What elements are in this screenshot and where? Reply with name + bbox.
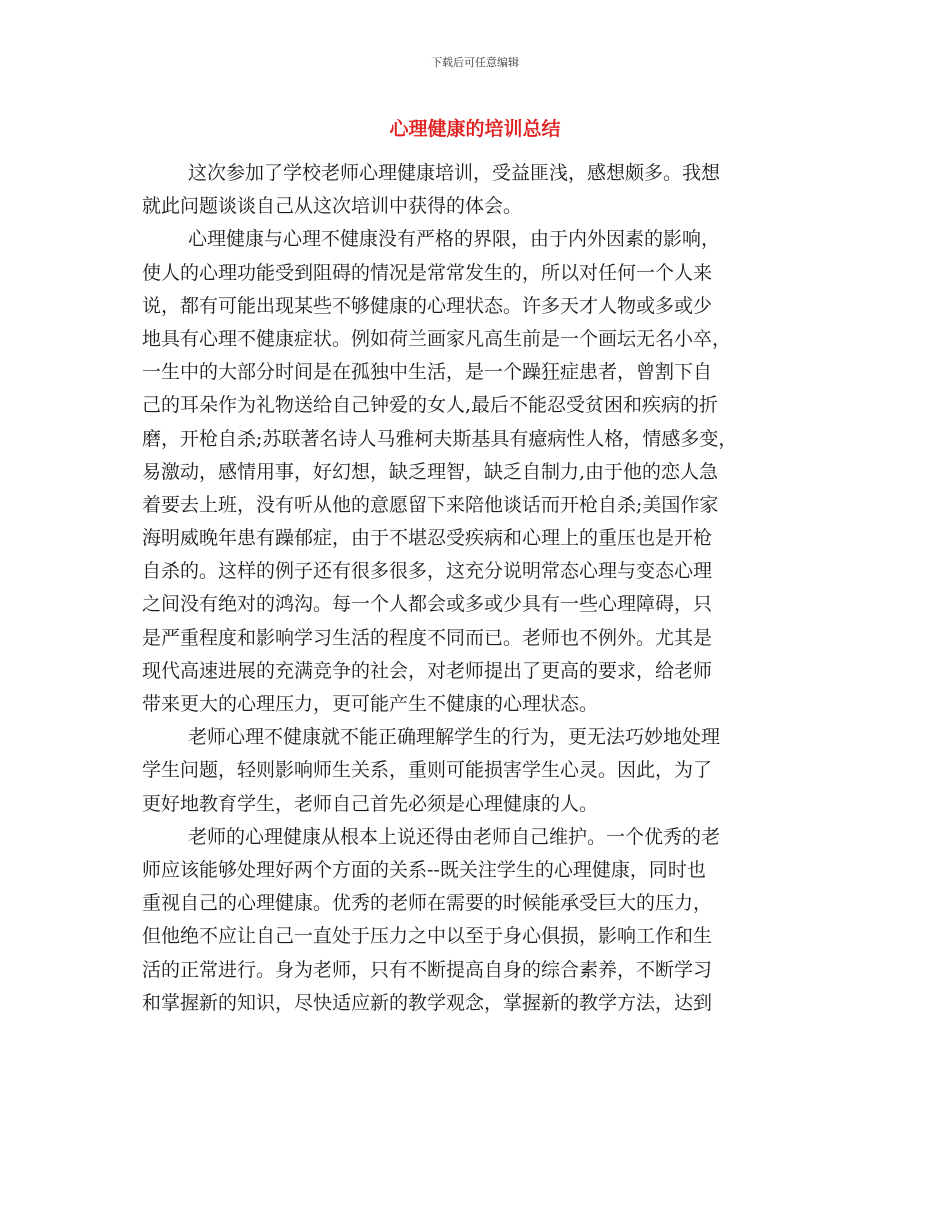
text-line: 海明威晚年患有躁郁症，由于不堪忍受疾病和心理上的重压也是开枪 (142, 527, 713, 550)
text-line: 师应该能够处理好两个方面的关系--既关注学生的心理健康，同时也 (142, 858, 706, 881)
text-line: 是严重程度和影响学习生活的程度不同而已。老师也不例外。尤其是 (142, 626, 713, 649)
text-line: 老师的心理健康从根本上说还得由老师自己维护。一个优秀的老 (188, 825, 721, 848)
text-line: 心理健康与心理不健康没有严格的界限，由于内外因素的影响， (188, 228, 721, 251)
text-line: 这次参加了学校老师心理健康培训，受益匪浅，感想颇多。我想 (188, 162, 721, 184)
text-line: 更好地教育学生，老师自己首先必须是心理健康的人。 (142, 792, 599, 815)
text-line: 就此问题谈谈自己从这次培训中获得的体会。 (142, 195, 523, 218)
text-line: 一生中的大部分时间是在孤独中生活，是一个躁狂症患者，曾割下自 (142, 361, 713, 384)
document-title: 心理健康的培训总结 (389, 118, 561, 140)
text-line: 使人的心理功能受到阻碍的情况是常常发生的，所以对任何一个人来 (142, 261, 713, 284)
text-line: 磨，开枪自杀;苏联著名诗人马雅柯夫斯基具有癔病性人格，情感多变， (142, 427, 738, 450)
text-line: 带来更大的心理压力，更可能产生不健康的心理状态。 (142, 693, 599, 715)
text-line: 易激动，感情用事，好幻想，缺乏理智，缺乏自制力,由于他的恋人急 (142, 460, 719, 483)
text-line: 老师心理不健康就不能正确理解学生的行为，更无法巧妙地处理 (188, 726, 721, 749)
text-line: 活的正常进行。身为老师，只有不断提高自身的综合素养，不断学习 (142, 958, 713, 981)
text-line: 学生问题，轻则影响师生关系，重则可能损害学生心灵。因此，为了 (142, 759, 713, 782)
text-line: 己的耳朵作为礼物送给自己钟爱的女人,最后不能忍受贫困和疾病的折 (142, 394, 719, 417)
page-header: 下载后可任意编辑 (431, 56, 519, 69)
document-body (142, 157, 822, 1020)
text-line: 重视自己的心理健康。优秀的老师在需要的时候能承受巨大的压力， (142, 892, 713, 915)
text-line: 说，都有可能出现某些不够健康的心理状态。许多天才人物或多或少 (142, 294, 713, 317)
text-line: 但他绝不应让自己一直处于压力之中以至于身心俱损，影响工作和生 (142, 925, 713, 948)
text-line: 和掌握新的知识，尽快适应新的教学观念，掌握新的教学方法，达到 (142, 991, 713, 1014)
text-line: 着要去上班，没有听从他的意愿留下来陪他谈话而开枪自杀;美国作家 (142, 493, 719, 516)
text-line: 自杀的。这样的例子还有很多很多，这充分说明常态心理与变态心理 (142, 560, 713, 583)
text-line: 现代高速进展的充满竞争的社会，对老师提出了更高的要求，给老师 (142, 659, 713, 682)
text-line: 之间没有绝对的鸿沟。每一个人都会或多或少具有一些心理障碍，只 (142, 593, 713, 616)
text-line: 地具有心理不健康症状。例如荷兰画家凡高生前是一个画坛无名小卒， (142, 327, 732, 350)
